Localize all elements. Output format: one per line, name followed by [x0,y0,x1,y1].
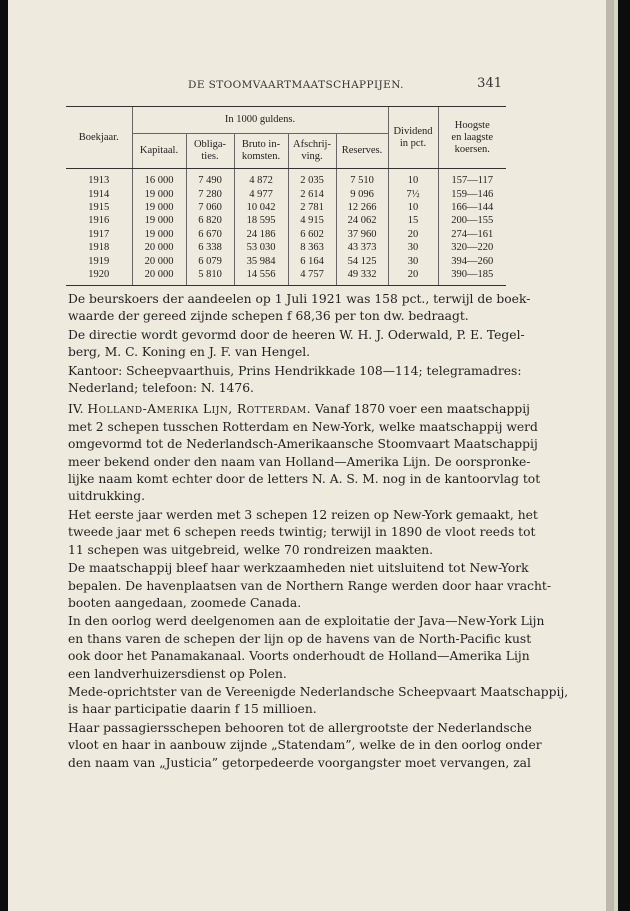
text-line: De maatschappij bleef haar werkzaamheden niet uitsluitend tot New-York [68,561,529,576]
text-line: den naam van „Justicia” getorpedeerde voorgangster moet vervangen, zal [68,755,531,770]
section-number: IV. [68,402,84,417]
cell-koersen: 157—117 [438,169,506,188]
header-dividend: Dividend in pct. [388,107,438,169]
table-body [66,169,506,286]
cell-reserves: 9 096 [336,187,388,200]
header-afschrijving: Afschrij- ving. [288,134,336,169]
page-number: 341 [477,76,502,91]
header-reserves: Reserves. [336,134,388,169]
paragraph [68,720,542,772]
paragraph [68,327,525,362]
text-line: Het eerste jaar werden met 3 schepen 12 reizen op New-York gemaakt, het [68,507,538,522]
cell-bruto: 14 556 [234,268,288,286]
text-line: Kantoor: Scheepvaarthuis, Prins Hendrikkade 108—114; telegramadres: [68,363,522,378]
header-group: In 1000 guldens. [132,107,388,134]
cell-kapitaal: 19 000 [132,228,186,241]
cell-dividend: 10 [388,201,438,214]
text-line: bepalen. De havenplaatsen van de Northern Range werden door haar vracht- [68,578,552,593]
paragraph [68,560,552,612]
text-line: Nederland; telefoon: N. 1476. [68,381,254,396]
text-line: De beurskoers der aandeelen op 1 Juli 1921 was 158 pct., terwijl de boek- [68,292,531,306]
header-boekjaar: Boekjaar. [66,107,132,169]
header-kapitaal: Kapitaal. [132,134,186,169]
cell-afschrijving: 2 614 [288,187,336,200]
cell-reserves: 12 266 [336,201,388,214]
cell-bruto: 4 977 [234,187,288,200]
text-line: is haar participatie daarin f 15 millioen. [68,702,317,717]
table-row [66,241,506,254]
cell-kapitaal: 16 000 [132,169,186,188]
page-edge [606,0,614,911]
table-row [66,268,506,286]
cell-afschrijving: 4 757 [288,268,336,286]
section-title: Holland-Amerika Lijn, Rotterdam. [87,402,312,417]
text-line: ook door het Panamakanaal. Voorts onderhoudt de Holland—Amerika Lijn [68,649,530,664]
text-line: berg, M. C. Koning en J. F. van Hengel. [68,345,311,360]
cell-koersen: 166—144 [438,201,506,214]
cell-bruto: 53 030 [234,241,288,254]
financial-table [66,106,506,286]
header-bruto: Bruto in- komsten. [234,134,288,169]
paragraph [68,613,545,683]
text-line: een landverhuizersdienst op Polen. [68,666,287,681]
text-line: lijke naam komt echter door de letters N. A. S. M. nog in de kantoorvlag tot [68,472,541,487]
cell-reserves: 24 062 [336,214,388,227]
cell-reserves: 54 125 [336,254,388,267]
cell-kapitaal: 19 000 [132,201,186,214]
text-line: met 2 schepen tusschen Rotterdam en New-York, welke maatschappij werd [68,419,538,434]
cell-bruto: 10 042 [234,201,288,214]
cell-jaar: 1916 [88,215,110,227]
cell-koersen: 159—146 [438,187,506,200]
text-line: In den oorlog werd deelgenomen aan de exploitatie der Java—New-York Lijn [68,614,545,629]
text-line: De directie wordt gevormd door de heeren W. H. J. Oderwald, P. E. Tegel- [68,327,525,342]
cell-reserves: 49 332 [336,268,388,286]
cell-koersen: 320—220 [438,241,506,254]
body-text [68,291,569,773]
text-line: Mede-oprichtster van de Vereenigde Nederlandsche Scheepvaart Maatschappij, [68,684,569,699]
cell-dividend: 10 [388,169,438,188]
cell-jaar: 1914 [88,188,110,200]
cell-afschrijving: 6 602 [288,228,336,241]
paragraph [68,363,522,398]
text-line: waarde der gereed zijnde schepen f 68,36 per ton dw. bedraagt. [68,309,469,324]
text-line [68,401,530,418]
cell-obligaties: 6 338 [186,241,234,254]
table-row [66,201,506,214]
table-row [66,214,506,227]
page-edge-light [614,0,618,911]
text-line: uitdrukking. [68,489,145,504]
text-line: booten aangedaan, zoomede Canada. [68,595,302,610]
cell-koersen: 394—260 [438,254,506,267]
text-line: Haar passagiersschepen behooren tot de allergrootste der Nederlandsche [68,720,532,735]
table-row [66,187,506,200]
cell-kapitaal: 19 000 [132,214,186,227]
text-line: omgevormd tot de Nederlandsch-Amerikaansche Stoomvaart Maatschappij [68,437,538,452]
table-row [66,254,506,267]
section-intro: Vanaf 1870 voer een maatschappij [314,402,530,417]
cell-afschrijving: 4 915 [288,214,336,227]
cell-bruto: 35 984 [234,254,288,267]
cell-bruto: 24 186 [234,228,288,241]
cell-kapitaal: 20 000 [132,268,186,286]
cell-koersen: 274—161 [438,228,506,241]
cell-obligaties: 7 490 [186,169,234,188]
header-koersen: Hoogste en laagste koersen. [438,107,506,169]
text-line: en thans varen de schepen der lijn op de havens van de North-Pacific kust [68,631,532,646]
cell-afschrijving: 2 035 [288,169,336,188]
text-line: 11 schepen was uitgebreid, welke 70 rondreizen maakten. [68,542,434,557]
cell-kapitaal: 20 000 [132,241,186,254]
cell-jaar: 1920 [66,268,132,286]
header-obligaties: Obliga- ties. [186,134,234,169]
cell-jaar: 1915 [88,201,110,213]
cell-dividend: 15 [388,214,438,227]
cell-dividend: 30 [388,254,438,267]
table-row [66,169,506,188]
cell-obligaties: 5 810 [186,268,234,286]
cell-jaar: 1913 [88,175,110,187]
cell-koersen: 200—155 [438,214,506,227]
cell-dividend: 7½ [388,187,438,200]
cell-obligaties: 7 060 [186,201,234,214]
cell-dividend: 20 [388,228,438,241]
cell-obligaties: 6 820 [186,214,234,227]
cell-afschrijving: 8 363 [288,241,336,254]
book-page [8,0,614,911]
cell-reserves: 37 960 [336,228,388,241]
paragraph [68,419,541,506]
text-line: vloot en haar in aanbouw zijnde „Statendam”, welke de in den oorlog onder [68,738,542,753]
cell-afschrijving: 2 781 [288,201,336,214]
table-row [66,228,506,241]
cell-obligaties: 6 670 [186,228,234,241]
cell-obligaties: 6 079 [186,254,234,267]
cell-bruto: 18 595 [234,214,288,227]
cell-reserves: 7 510 [336,169,388,188]
cell-jaar: 1917 [88,228,110,240]
cell-jaar: 1919 [88,255,110,267]
paragraph [68,684,569,719]
cell-bruto: 4 872 [234,169,288,188]
text-line: meer bekend onder den naam van Holland—Amerika Lijn. De oorspronke- [68,454,531,469]
cell-reserves: 43 373 [336,241,388,254]
running-title: DE STOOMVAARTMAATSCHAPPIJEN. [188,79,404,91]
cell-jaar: 1918 [88,242,110,254]
cell-afschrijving: 6 164 [288,254,336,267]
cell-koersen: 390—185 [438,268,506,286]
section-heading-line [68,401,530,418]
cell-obligaties: 7 280 [186,187,234,200]
cell-kapitaal: 20 000 [132,254,186,267]
text-line: tweede jaar met 6 schepen reeds twintig; terwijl in 1890 de vloot reeds tot [68,525,536,540]
cell-dividend: 30 [388,241,438,254]
paragraph [68,291,531,326]
cell-kapitaal: 19 000 [132,187,186,200]
paragraph [68,507,538,559]
cell-dividend: 20 [388,268,438,286]
